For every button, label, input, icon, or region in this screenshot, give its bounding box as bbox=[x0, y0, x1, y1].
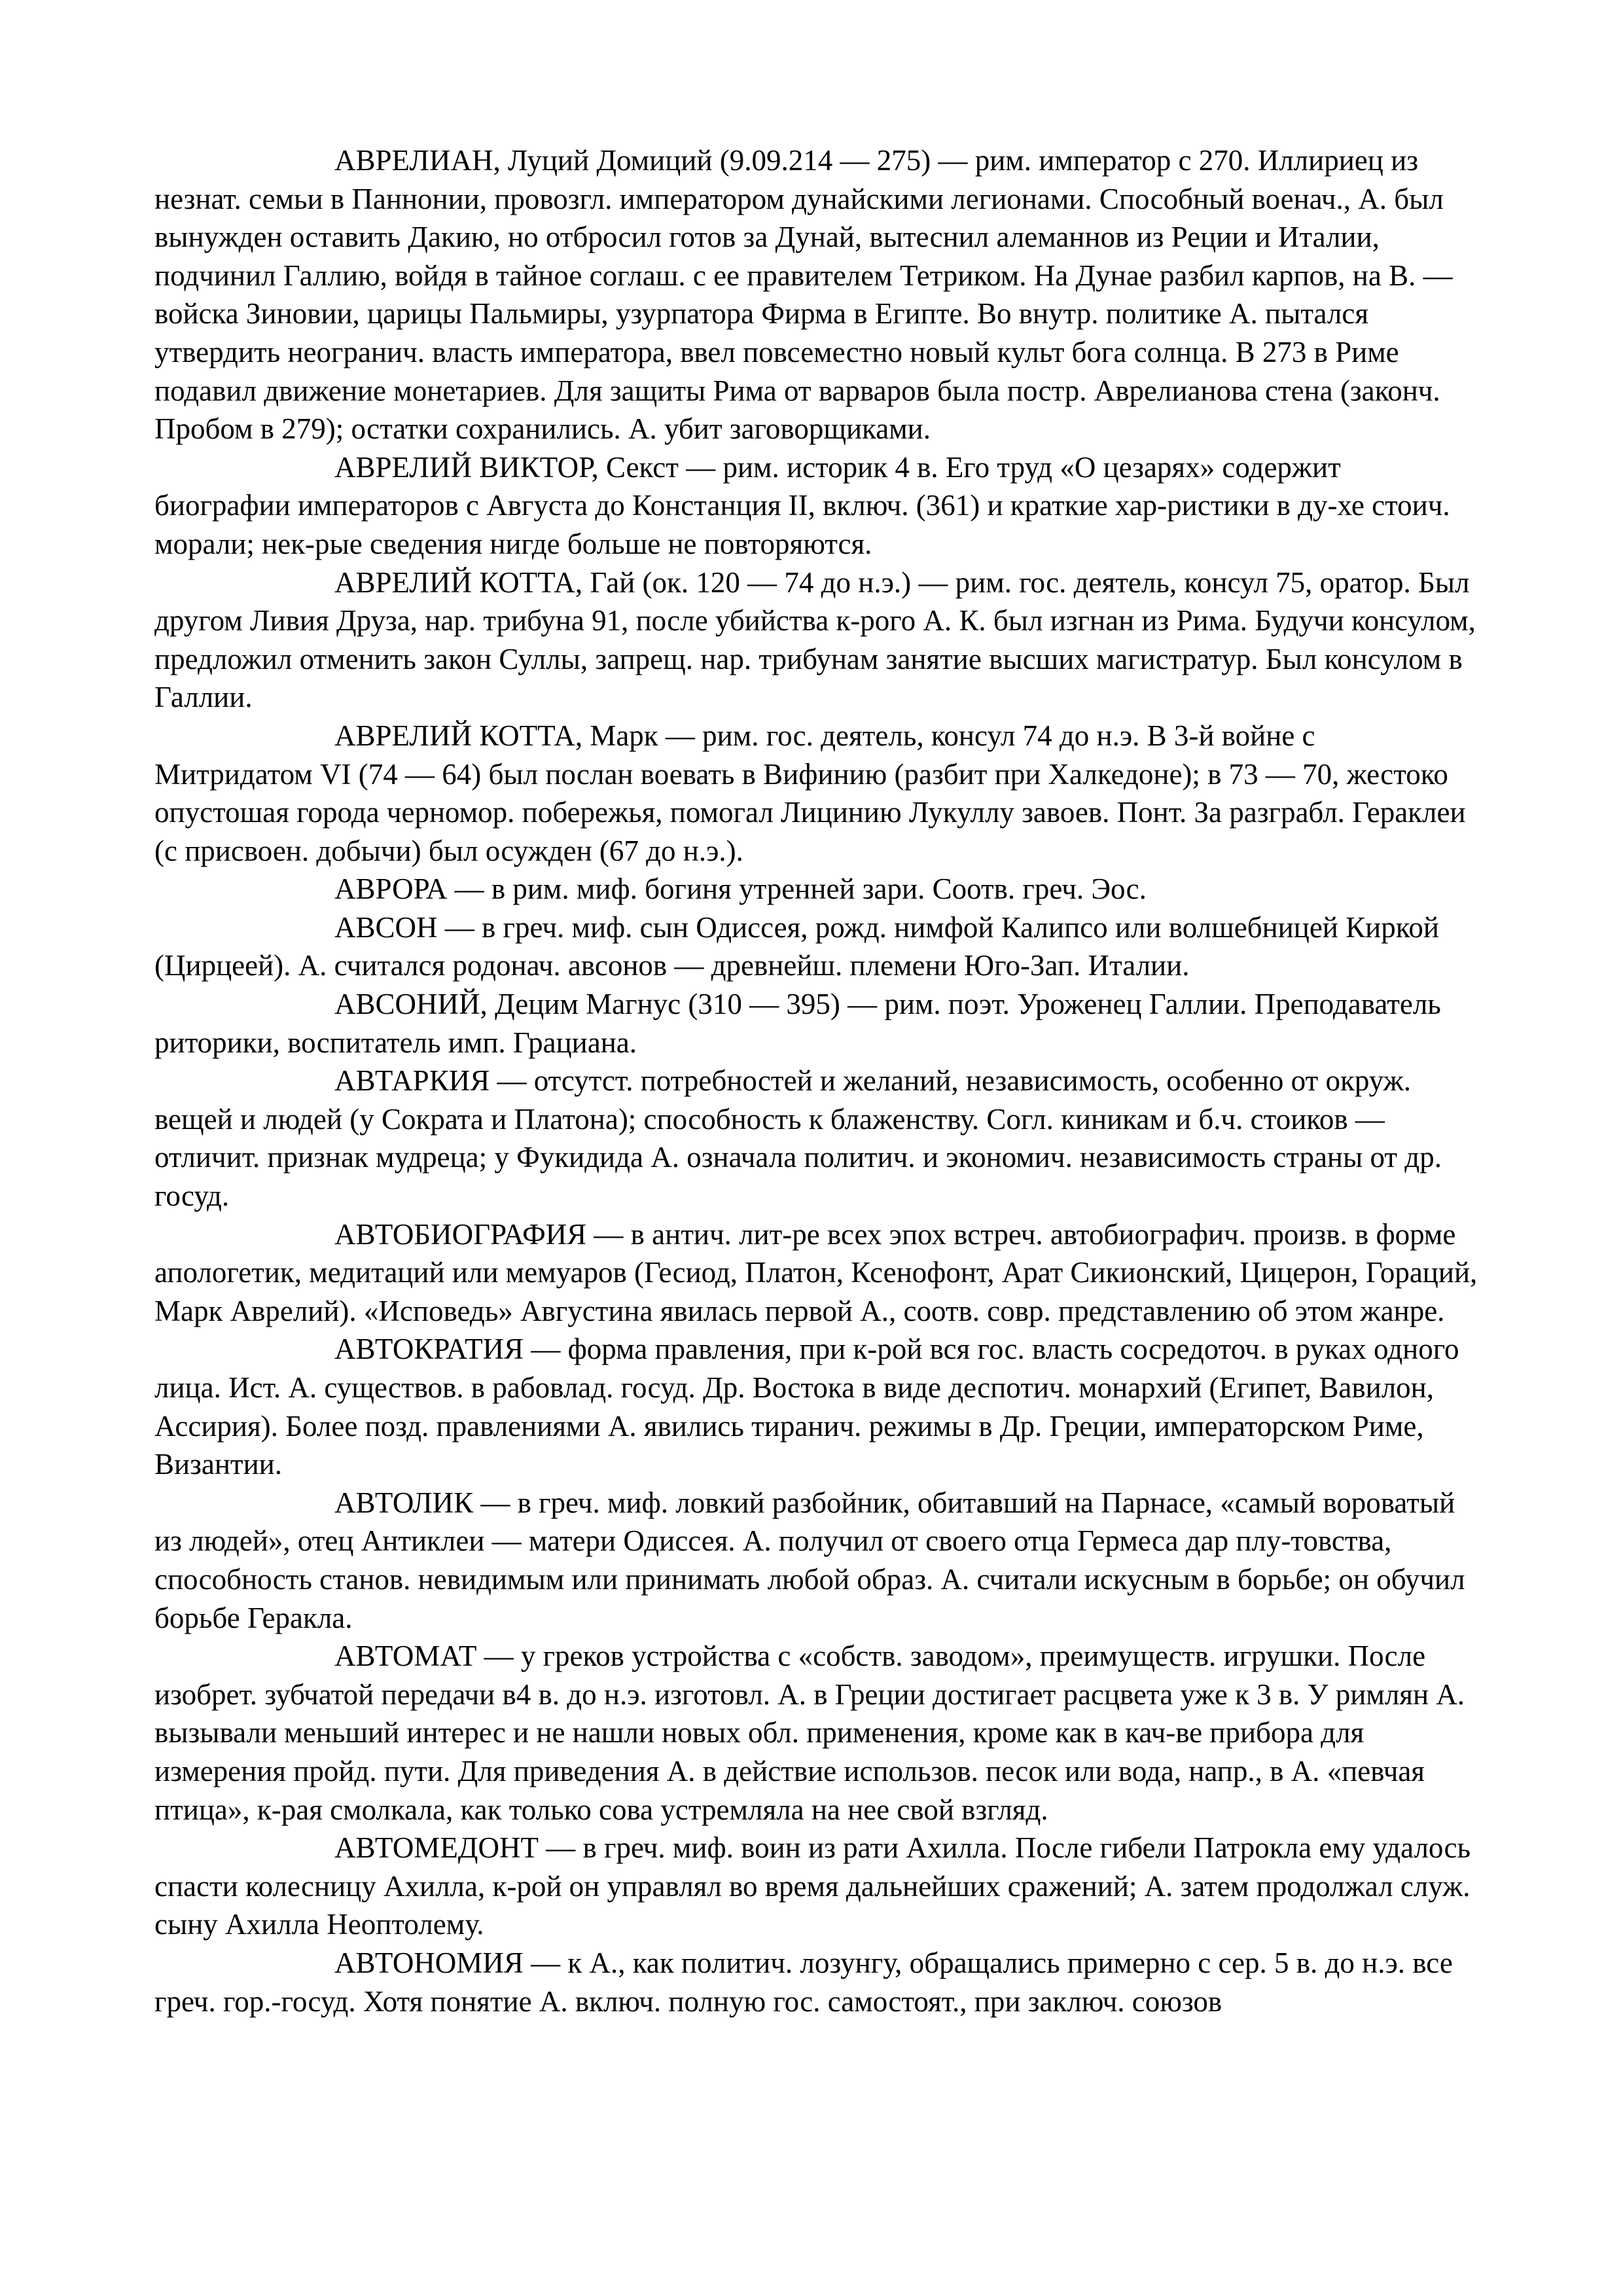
entry-avtobiografiya: АВТОБИОГРАФИЯ — в антич. лит-ре всех эпох встреч. автобиографич. произв. в форме апологетик, медитаций или мемуаров (Гесиод, Платон, Ксенофонт, Арат Сикионский, Цицерон, Гораций, Марк Аврелий). «Исповедь» Августина явилась первой А., соотв. совр. представлению об этом жанре. bbox=[154, 1217, 1478, 1327]
entry-avsonij: АВСОНИЙ, Децим Магнус (310 — 395) — рим. поэт. Уроженец Галлии. Преподаватель риторики, воспитатель имп. Грациана. bbox=[154, 988, 1441, 1059]
entry-avson: АВСОН — в греч. миф. сын Одиссея, рожд. нимфой Калипсо или волшебницей Киркой (Цирцеей). А. считался родонач. авсонов — древнейш. племени Юго-Зап. Италии. bbox=[154, 910, 1439, 982]
entry-avrelian: АВРЕЛИАН, Луций Домиций (9.09.214 — 275) — рим. император с 270. Иллириец из незнат. семьи в Паннонии, провозгл. императором дунайскими легионами. Способный военач., А. был вынужден оставить Дакию, но отбросил готов за Дунай, вытеснил алеманнов из Реции и Италии, подчинил Галлию, войдя в тайное соглаш. с ее правителем Тетриком. На Дунае разбил карпов, на В. — войска Зиновии, царицы Пальмиры, узурпатора Фирма в Египте. Во внутр. политике А. пытался утвердить неогранич. власть императора, ввел повсеместно новый культ бога солнца. В 273 в Риме подавил движение монетариев. Для защиты Рима от варваров была постр. Аврелианова стена (законч. Пробом в 279); остатки сохранились. А. убит заговорщиками. bbox=[154, 144, 1453, 446]
entry-avtonomiya: АВТОНОМИЯ — к А., как политич. лозунгу, обращались примерно с сер. 5 в. до н.э. все греч. гор.-госуд. Хотя понятие А. включ. полную гос. самостоят., при заключ. союзов bbox=[154, 1946, 1453, 2018]
dictionary-text bbox=[154, 141, 1479, 2020]
entry-avrelij-viktor: АВРЕЛИЙ ВИКТОР, Секст — рим. историк 4 в. Его труд «О цезарях» содержит биографии императоров с Августа до Констанция II, включ. (361) и краткие хар-ристики в ду-хе стоич. морали; нек-рые сведения нигде больше не повторяются. bbox=[154, 450, 1450, 560]
entry-avtomedont: АВТОМЕДОНТ — в греч. миф. воин из рати Ахилла. После гибели Патрокла ему удалось спасти колесницу Ахилла, к-рой он управлял во время дальнейших сражений; А. затем продолжал служ. сыну Ахилла Неоптолему. bbox=[154, 1831, 1471, 1941]
entry-avtomat: АВТОМАТ — у греков устройства с «собств. заводом», преимуществ. игрушки. После изобрет. зубчатой передачи в4 в. до н.э. изготовл. А. в Греции достигает расцвета уже к 3 в. У римлян А. вызывали меньший интерес и не нашли новых обл. применения, кроме как в кач-ве прибора для измерения пройд. пути. Для приведения А. в действие использов. песок или вода, напр., в А. «певчая птица», к-рая смолкала, как только сова устремляла на нее свой взгляд. bbox=[154, 1640, 1465, 1826]
entry-avtarkiya: АВТАРКИЯ — отсутст. потребностей и желаний, независимость, особенно от окруж. вещей и людей (у Сократа и Платона); способность к блаженству. Согл. киникам и б.ч. стоиков — отличит. признак мудреца; у Фукидида А. означала политич. и экономич. независимость страны от др. госуд. bbox=[154, 1064, 1442, 1213]
entry-avrelij-kotta-gaj: АВРЕЛИЙ КОТТА, Гай (ок. 120 — 74 до н.э.) — рим. гос. деятель, консул 75, оратор. Был другом Ливия Друза, нар. трибуна 91, после убийства к-рого А. К. был изгнан из Рима. Будучи консулом, предложил отменить закон Суллы, запрещ. нар. трибунам занятие высших магистратур. Был консулом в Галлии. bbox=[154, 565, 1476, 714]
entry-avtolik: АВТОЛИК — в греч. миф. ловкий разбойник, обитавший на Парнасе, «самый вороватый из людей», отец Антиклеи — матери Одиссея. А. получил от своего отца Гермеса дар плу-товства, способность станов. невидимым или принимать любой образ. А. считали искусным в борьбе; он обучил борьбе Геракла. bbox=[154, 1486, 1465, 1634]
entry-avrelij-kotta-mark: АВРЕЛИЙ КОТТА, Марк — рим. гос. деятель, консул 74 до н.э. В 3-й войне с Митридатом VI (74 — 64) был послан воевать в Вифинию (разбит при Халкедоне); в 73 — 70, жестоко опустошая города черномор. побережья, помогал Лицинию Лукуллу завоев. Понт. За разграбл. Гераклеи (с присвоен. добычи) был осужден (67 до н.э.). bbox=[154, 719, 1466, 867]
entry-avtokratiya: АВТОКРАТИЯ — форма правления, при к-рой вся гос. власть сосредоточ. в руках одного лица. Ист. А. существов. в рабовлад. госуд. Др. Востока в виде деспотич. монархий (Египет, Вавилон, Ассирия). Более позд. правлениями А. явились тиранич. режимы в Др. Греции, императорском Риме, Византии. bbox=[154, 1333, 1459, 1481]
entry-avrora: АВРОРА — в рим. миф. богиня утренней зари. Соотв. греч. Эос. bbox=[334, 872, 1147, 906]
